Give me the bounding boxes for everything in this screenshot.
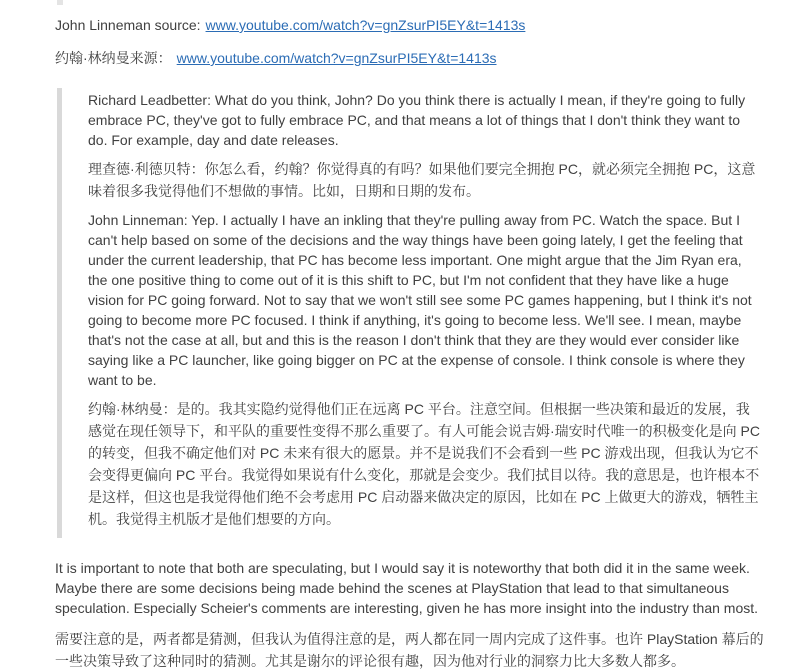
source-line-en	[55, 14, 768, 36]
source-label-zh: 约翰·林纳曼来源：	[55, 50, 172, 66]
source-link-en[interactable]: www.youtube.com/watch?v=gnZsurPI5EY&t=1413s	[205, 17, 526, 33]
quote-linneman-zh: 约翰·林纳曼：是的。我其实隐约觉得他们正在远离 PC 平台。注意空间。但根据一些决策和最近的发展，我感觉在现任领导下，和平队的重要性变得不那么重要了。有人可能会说吉姆·瑞安时代唯一的积极变化是向 PC 的转变，但我不确定他们对 PC 未来有很大的愿景。并不是说我们不会看到一些 PC 游戏出现，但我认为它不会变得更偏向 PC 平台。我觉得如果说有什么变化，那就是会变少。我们拭目以待。我的意思是，也许根本不是这样，但这也是我觉得他们绝不会考虑用 PC 启动器来做决定的原因，比如在 PC 上做更大的游戏，牺牲主机。我觉得主机版才是他们想要的方向。	[88, 401, 760, 527]
interview-blockquote	[57, 88, 768, 538]
commentary-zh: 需要注意的是，两者都是猜测，但我认为值得注意的是，两人都在同一周内完成了这件事。也许 PlayStation 幕后的一些决策导致了这种同时的猜测。尤其是谢尔的评论很有趣，因为他对行业的洞察力比大多数人都多。	[55, 631, 764, 669]
quote-leadbetter-en: Richard Leadbetter: What do you think, John? Do you think there is actually I mean, if they're going to fully embrace PC, they've got to fully embrace PC, and that means a lot of things that I don't think they want to do. For example, day and date releases.	[88, 92, 746, 148]
previous-quote-border-tail	[57, 0, 63, 5]
commentary-section	[55, 558, 768, 672]
commentary-en: It is important to note that both are speculating, but I would say it is noteworthy that both did it in the same week. Maybe there are some decisions being made behind the scenes at PlayStation that lead to that simultaneous speculation. Especially Scheier's comments are interesting, given he has more insight into the industry than most.	[55, 560, 759, 616]
quote-linneman-en: John Linneman: Yep. I actually I have an inkling that they're pulling away from PC. Watch the space. But I can't help based on some of the decisions and the way things have been going lately, I get the feeling that under the current leadership, that PC has become less important. One might argue that the Jim Ryan era, the one positive thing to come out of it is this shift to PC, but I'm not confident that they have like a huge vision for PC going forward. Not to say that we won't still see some PC games happening, but I think it's not going to become more PC focused. I think if anything, it's going to become less. We'll see. I mean, maybe that's not the case at all, but and this is the reason I don't think that they are they would ever consider like saying like a PC launcher, like going bigger on PC at the expense of console. I think console is where they want to be.	[88, 212, 752, 388]
quote-leadbetter-zh: 理查德·利德贝特：你怎么看，约翰？你觉得真的有吗？如果他们要完全拥抱 PC，就必须完全拥抱 PC，这意味着很多我觉得他们不想做的事情。比如，日期和日期的发布。	[88, 161, 756, 199]
source-label-en: John Linneman source:	[55, 17, 201, 33]
source-line-zh	[55, 47, 768, 69]
source-link-zh[interactable]: www.youtube.com/watch?v=gnZsurPI5EY&t=1413s	[176, 50, 497, 66]
